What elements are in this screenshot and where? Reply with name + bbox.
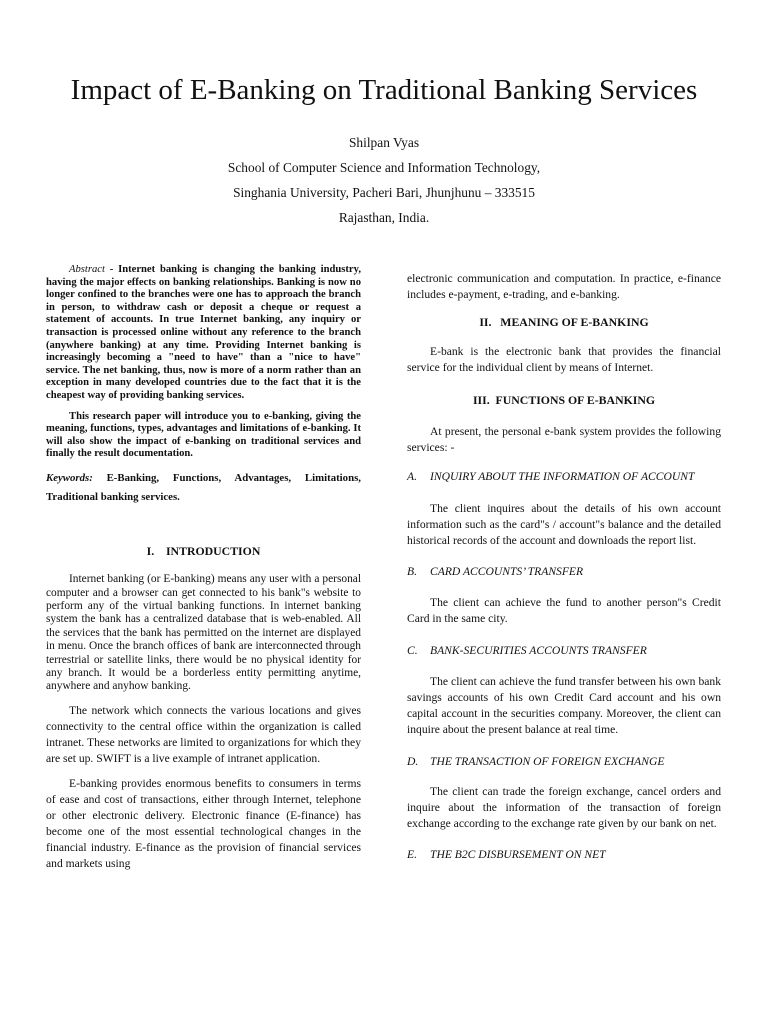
subsection-d-title: THE TRANSACTION OF FOREIGN EXCHANGE [430,754,665,768]
section-heading-introduction: I. INTRODUCTION [146,543,261,558]
author-country: Rajasthan, India. [338,210,430,225]
subsection-e [407,848,721,863]
subsection-e-title: THE B2C DISBURSEMENT ON NET [430,848,606,861]
subsection-b [407,565,721,580]
intro-paragraph-1: Internet banking (or E-banking) means any user with a personal computer and a browser can get connected to his bank"s website to perform any of the virtual banking functions. In internet banking system the bank has a centralized database that is web-enabled. All the services that the bank has permitted on the internet are displayed in menu. Once the branch offices of bank are interconnected through terrestrial or satellite links, there would be no physical identity for any branch. It would be a borderless entity permitting anytime, anywhere and anyhow banking. [46,573,361,693]
meaning-paragraph: E-bank is the electronic bank that provides the financial service for the individual client by means of Internet. [407,345,721,374]
author-name: Shilpan Vyas [348,135,420,150]
subsection-c-paragraph: The client can achieve the fund transfer between his own bank savings accounts of his own Credit Card account and his own capital account in the securities company. Moreover, the client can inquire about the present balance at real time. [407,674,721,736]
subsection-c [407,644,721,659]
subsection-e-label: E. [407,848,417,861]
intro-paragraph-2: The network which connects the various locations and gives connectivity to the central office within the organization is called intranet. These networks are limited to organizations for which they are set up. SWIFT is a live example of intranet application. [46,703,361,765]
subsection-c-title: BANK-SECURITIES ACCOUNTS TRANSFER [430,644,647,657]
abstract-label: Abstract [69,264,105,275]
subsection-a-label: A. [407,470,417,483]
subsection-a-paragraph: The client inquires about the details of his own account information such as the card"s / account"s balance and the detailed historical records of the account and downloads the report list. [407,501,721,547]
subsection-d-label: D. [407,754,419,768]
abstract-paragraph-2: This research paper will introduce you to e-banking, giving the meaning, functions, types, advantages and limitations of e-banking. It will also show the impact of e-banking on traditional services and finally the result documentation. [46,410,361,460]
continued-paragraph: electronic communication and computation. In practice, e-finance includes e-payment, e-trading, and e-banking. [407,272,721,301]
subsection-a [407,470,721,485]
subsection-d-paragraph: The client can trade the foreign exchange, cancel orders and inquire about the information of the transaction of foreign exchange according to the exchange rate given by our bank on net. [407,785,721,830]
keywords [46,469,361,507]
intro-paragraph-3: E-banking provides enormous benefits to consumers in terms of ease and cost of transactions, either through Internet, telephone or other electronic delivery. Electronic finance (E-finance) has become one of the most essential technological changes in the financial industry. E-finance as the provision of financial services and markets using [46,776,361,870]
subsection-b-title: CARD ACCOUNTS’ TRANSFER [430,564,584,578]
paper-title: Impact of E-Banking on Traditional Banking Services [70,74,698,106]
author-address: Singhania University, Pacheri Bari, Jhunjhunu – 333515 [233,185,535,200]
keywords-text: E-Banking, Functions, Advantages, Limitations, Traditional banking services. [46,471,361,503]
keywords-label: Keywords: [46,471,93,484]
left-column [46,264,361,872]
section-heading-functions: III. FUNCTIONS OF E-BANKING [472,393,656,407]
subsection-b-paragraph: The client can achieve the fund to another person"s Credit Card in the same city. [407,596,721,625]
subsection-a-title: INQUIRY ABOUT THE INFORMATION OF ACCOUNT [430,470,695,483]
subsection-d [407,755,721,770]
abstract [46,264,361,403]
subsection-b-label: B. [407,564,417,578]
right-column [407,271,721,863]
section-heading-meaning: II. MEANING OF E-BANKING [479,315,649,329]
author-block [0,130,768,230]
subsection-c-label: C. [407,644,418,657]
author-affiliation: School of Computer Science and Information Technology, [227,160,541,175]
functions-paragraph: At present, the personal e-bank system provides the following services: - [407,425,721,454]
abstract-text: - Internet banking is changing the banking industry, having the major effects on banking relationships. Banking is now no longer confined to the branches were one has to approach the branch in person, to withdraw cash or deposit a cheque or request a statement of accounts. In true Internet banking, any inquiry or transaction is processed online without any reference to the branch (anywhere banking) at any time. Providing Internet banking is increasingly becoming a "need to have" than a "nice to have" service. The net banking, thus, now is more of a norm rather than an exception in many developed countries due to the fact that it is the cheapest way of providing banking services. [46,264,361,401]
